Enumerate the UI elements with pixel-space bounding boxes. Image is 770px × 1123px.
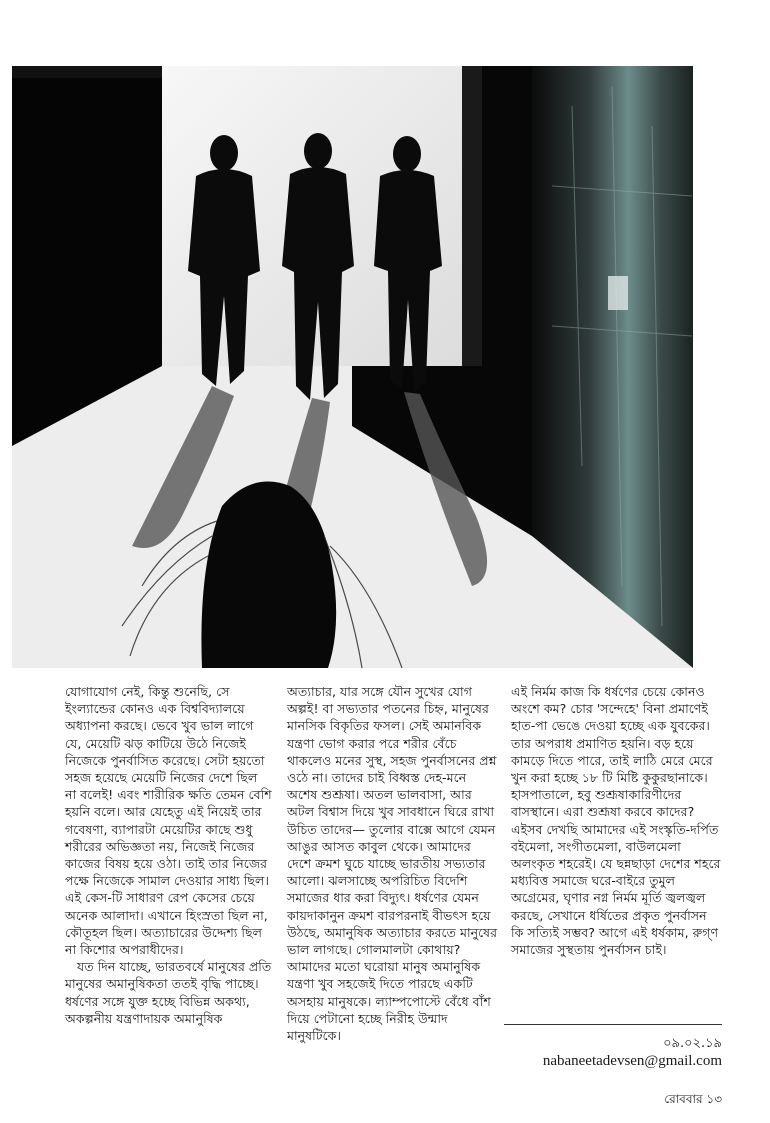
article-column-2 <box>287 683 498 1044</box>
article-paragraph: যোগাযোগ নেই, কিন্তু শুনেছি, সে ইংল্যান্ডের কোনও এক বিশ্ববিদ্যালয়ে অধ্যাপনা করছে। ভেবে খুব ভাল লাগে যে, মেয়েটি ঝড় কাটিয়ে উঠে নিজেই নিজেকে পুনর্বাসিত করেছে। সেটা হয়তো সহজ হয়েছে মেয়েটি নিজের দেশে ছিল না বলেই! এবং শারীরিক ক্ষতি তেমন বেশি হয়নি বলে। আর যেহেতু এই নিয়েই তার গবেষণা, ব্যাপারটা মেয়েটির কাছে শুধু শরীরের অভিজ্ঞতা নয়, নিজেই নিজের কাজের বিষয় হয়ে ওঠা। তাই তার নিজের পক্ষে নিজেকে সামাল দেওয়ার সাধ্য ছিল। এই কেস-টি সাধারণ রেপ কেসের চেয়ে অনেক আলাদা। এখানে হিংস্রতা ছিল না, কৌতূহল ছিল। অত্যাচারের উদ্দেশ্য ছিল না কিশোর অপরাধীদের। <box>65 684 272 958</box>
article-illustration <box>12 66 693 668</box>
author-email[interactable]: nabaneetadevsen@gmail.com <box>542 1053 722 1069</box>
page-folio: রোববার ১৩ <box>664 1092 722 1106</box>
article-paragraph: এই নির্মম কাজ কি ধর্ষণের চেয়ে কোনও অংশে কম? চোর 'সন্দেহে' বিনা প্রমাণেই হাত-পা ভেঙে দেওয়া হচ্ছে এক যুবকের। তার অপরাধ প্রমাণিত হয়নি। বড় হয়ে কামড়ে দিতে পারে, তাই লাঠি মেরে মেরে খুন করা হচ্ছে ১৮ টি মিষ্টি কুকুরছানাকে। হাসপাতালে, হবু শুশ্রূষাকারিণীদের বাসস্থানে। এরা শুশ্রূষা করবে কাদের? এইসব দেখছি আমাদের এই সংস্কৃতি-দর্পিত বইমেলা, সংগীতমেলা, বাউলমেলা অলংকৃত শহরেই। যে ছন্নছাড়া দেশের শহরে মধ্যবিত্ত সমাজে ঘরে-বাইরে তুমুল অগ্রেমের, ঘৃণার নগ্ন নির্মম মূর্তি জ্বলজ্বল করছে, সেখানে ধর্ষিতের প্রকৃত পুনর্বাসন কি সত্যিই সম্ভব? আগে এই ধর্ষকাম, রুগ্ণ সমাজের সুস্থতায় পুনর্বাসন চাই। <box>511 684 721 958</box>
article-column-3 <box>511 683 721 958</box>
article-paragraph: যত দিন যাচ্ছে, ভারতবর্ষে মানুষের প্রতি মানুষের অমানুষিকতা ততই বৃদ্ধি পাচ্ছে। ধর্ষণের সঙ্গে যুক্ত হচ্ছে বিভিন্ন অকথ্য, অকল্পনীয় যন্ত্রণাদায়ক অমানুষিক <box>65 959 272 1026</box>
article-column-1 <box>65 683 272 1027</box>
silhouette-illustration <box>12 66 693 668</box>
article-paragraph: অত্যাচার, যার সঙ্গে যৌন সুখের যোগ অল্পই! বা সভ্যতার পতনের চিহ্ন, মানুষের মানসিক বিকৃতির ফসল। সেই অমানবিক যন্ত্রণা ভোগ করার পরে শরীর বেঁচে থাকলেও মনের সুস্থ, সহজ পুনর্বাসনের প্রশ্ন ওঠে না। তাদের চাই বিধ্বস্ত দেহ-মনে অশেষ শুশ্রূষা। অতল ভালবাসা, আর অটল বিশ্বাস দিয়ে খুব সাবধানে ঘিরে রাখা উচিত তাদের— তুলোর বাক্সে আগে যেমন আঙুর আসত কাবুল থেকে। আমাদের দেশে ক্রমশ ঘুচে যাচ্ছে ভারতীয় সভ্যতার আলো। ঝলসাচ্ছে অপরিচিত বিদেশি সমাজের ধার করা বিদ্যুৎ। ধর্ষণের যেমন কায়দাকানুন ক্রমশ বারপরনাই বীভৎস হয়ে উঠছে, অমানুষিক অত্যাচার করতে মানুষের ভাল লাগছে। গোলমালটা কোথায়? আমাদের মতো ঘরোয়া মানুষ অমানুষিক যন্ত্রণা খুব সহজেই দিতে পারছে একটি অসহায় মানুষকে। ল্যাম্পপোস্টে বেঁধে বাঁশ দিয়ে পেটানো হচ্ছে নিরীহ উন্মাদ মানুষটিকে। <box>287 684 498 1044</box>
signoff-divider <box>504 1024 722 1025</box>
article-date: ০৯.০২.১৯ <box>663 1036 722 1051</box>
